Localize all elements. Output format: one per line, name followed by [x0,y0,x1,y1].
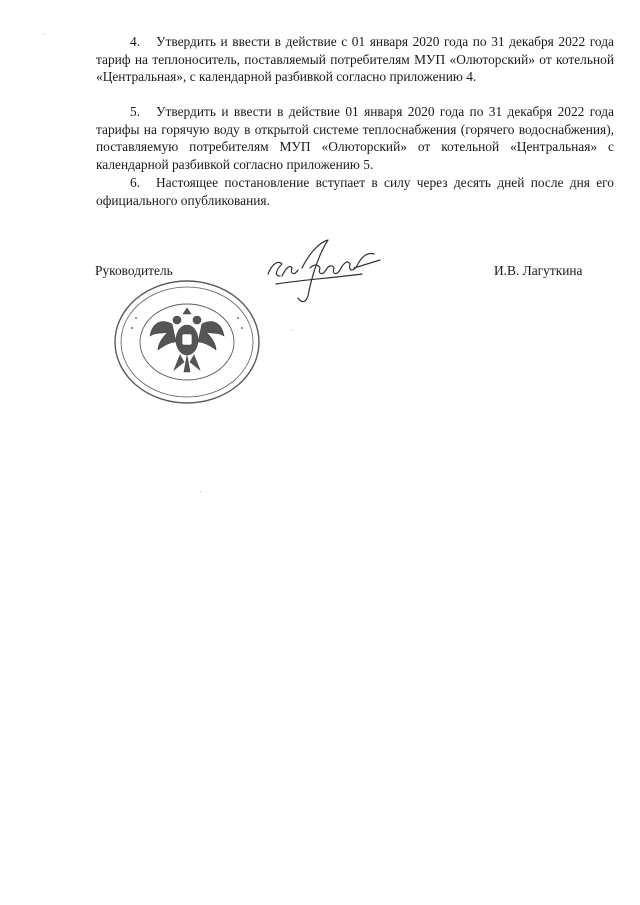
paragraph-text: Утвердить и ввести в действие 01 января 2020 года по 31 декабря 2022 года тарифы на горячую воду в открытой системе теплоснабжения (горячего водоснабжения), поставляемую потребителям МУП «Олюторский» от котельной «Центральная» с календарной разбивкой согласно приложению 5. [96,104,614,172]
paragraph-4 [96,33,614,86]
paragraph-number: 5. [130,104,141,119]
paragraph-number: 6. [130,175,141,190]
scan-speck [200,491,201,492]
paragraph-text: Утвердить и ввести в действие с 01 января 2020 года по 31 декабря 2022 года тариф на теплоноситель, поставляемый потребителям МУП «Олюторский» от котельной «Центральная», с календарной разбивкой согласно приложению 4. [96,34,614,85]
coat-of-arms-icon [150,308,224,372]
paragraph-text: Настоящее постановление вступает в силу через десять дней после дня его официального опубликования. [96,175,614,208]
paragraph-5 [96,103,614,173]
paragraph-6 [96,174,614,209]
scan-speck [292,330,293,331]
handwritten-signature [262,234,394,306]
signatory-name: И.В. Лагуткина [494,263,583,278]
official-seal-stamp [112,278,262,406]
scan-speck [44,34,45,35]
paragraph-number: 4. [130,34,141,49]
signatory-title: Руководитель [95,263,173,278]
